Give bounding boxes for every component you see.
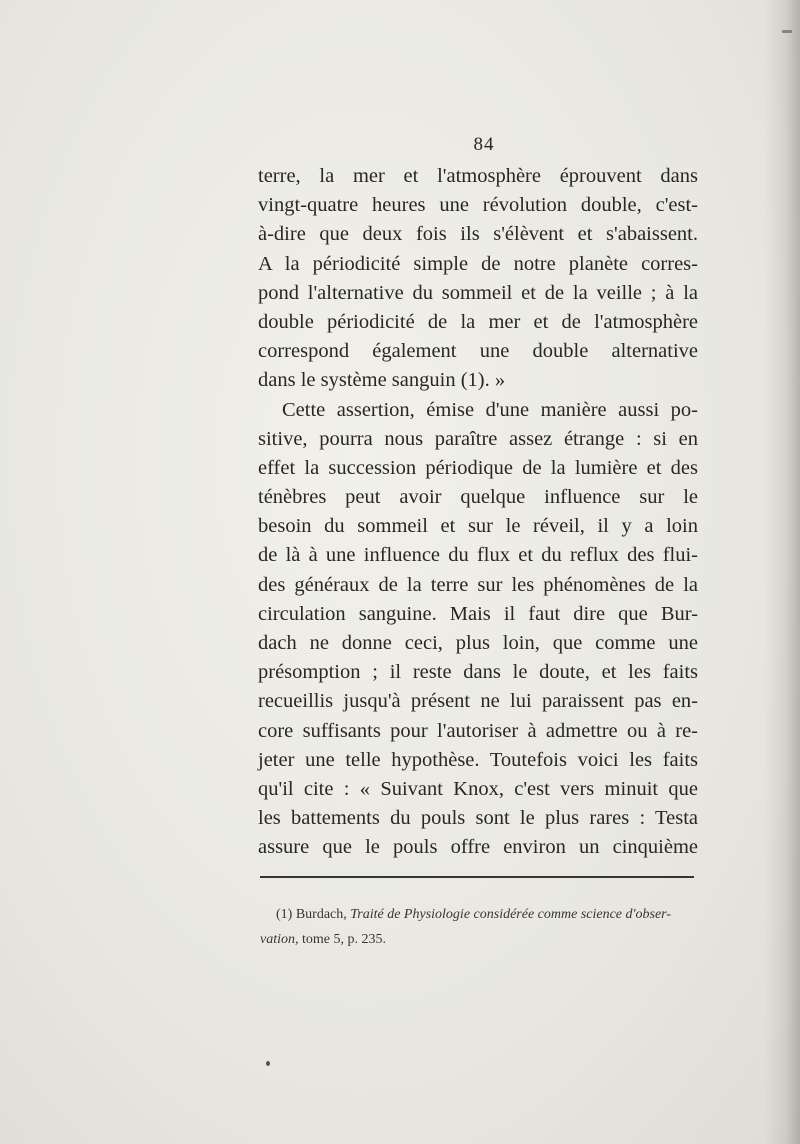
text-line: les battements du pouls sont le plus rares : Testa [258, 807, 698, 830]
footnote-title: Traité de Physiologie considérée comme science d'obser- [350, 907, 672, 922]
footnote-author: Burdach, [295, 907, 347, 922]
text-line: de là à une influence du flux et du reflux des flui- [258, 544, 698, 567]
text-line: recueillis jusqu'à présent ne lui paraissent pas en- [258, 690, 698, 713]
text-line: Cette assertion, émise d'une manière aussi po- [282, 398, 698, 421]
text-line: A la périodicité simple de notre planète corres- [258, 252, 698, 275]
text-line: correspond également une double alternative [258, 340, 698, 363]
text-line: circulation sanguine. Mais il faut dire que Bur- [258, 602, 698, 625]
text-line: terre, la mer et l'atmosphère éprouvent dans [258, 165, 698, 187]
footnote-rule [260, 876, 694, 878]
text-line: core suffisants pour l'autoriser à admettre ou à re- [258, 719, 698, 742]
text-line: ténèbres peut avoir quelque influence sur le [258, 486, 698, 509]
footnote-line [260, 902, 700, 927]
text-line: effet la succession périodique de la lumière et des [258, 456, 698, 479]
text-line: assure que le pouls offre environ un cinquième [258, 836, 698, 859]
text-line: double périodicité de la mer et de l'atmosphère [258, 310, 698, 333]
text-line: qu'il cite : « Suivant Knox, c'est vers minuit que [258, 777, 698, 800]
text-line: pond l'alternative du sommeil et de la veille ; à la [258, 281, 698, 304]
text-line: jeter une telle hypothèse. Toutefois voici les faits [258, 748, 698, 771]
page-blemish [782, 30, 792, 33]
page-edge-shadow [764, 0, 800, 1144]
text-line: dach ne donne ceci, plus loin, que comme une [258, 632, 698, 654]
footnote-reference: tome 5, p. 235. [302, 932, 386, 947]
text-line: sitive, pourra nous paraître assez étrange : si en [258, 427, 698, 450]
text-line: besoin du sommeil et sur le réveil, il y a loin [258, 515, 698, 538]
text-line: des généraux de la terre sur les phénomènes de la [258, 573, 698, 596]
page-number: 84 [473, 134, 495, 155]
text-column [258, 128, 698, 863]
footnote [260, 902, 700, 952]
text-line: dans le système sanguin (1). » [258, 369, 506, 392]
body-text [258, 162, 698, 863]
footnote-title-cont: vation, [260, 932, 299, 947]
footnote-marker: (1) [276, 907, 293, 922]
text-line: vingt-quatre heures une révolution double, c'est- [258, 194, 698, 217]
ink-speck [266, 1061, 270, 1066]
text-line: présomption ; il reste dans le doute, et les faits [258, 661, 698, 684]
footnote-line [260, 927, 700, 952]
text-line: à-dire que deux fois ils s'élèvent et s'abaissent. [258, 223, 698, 246]
